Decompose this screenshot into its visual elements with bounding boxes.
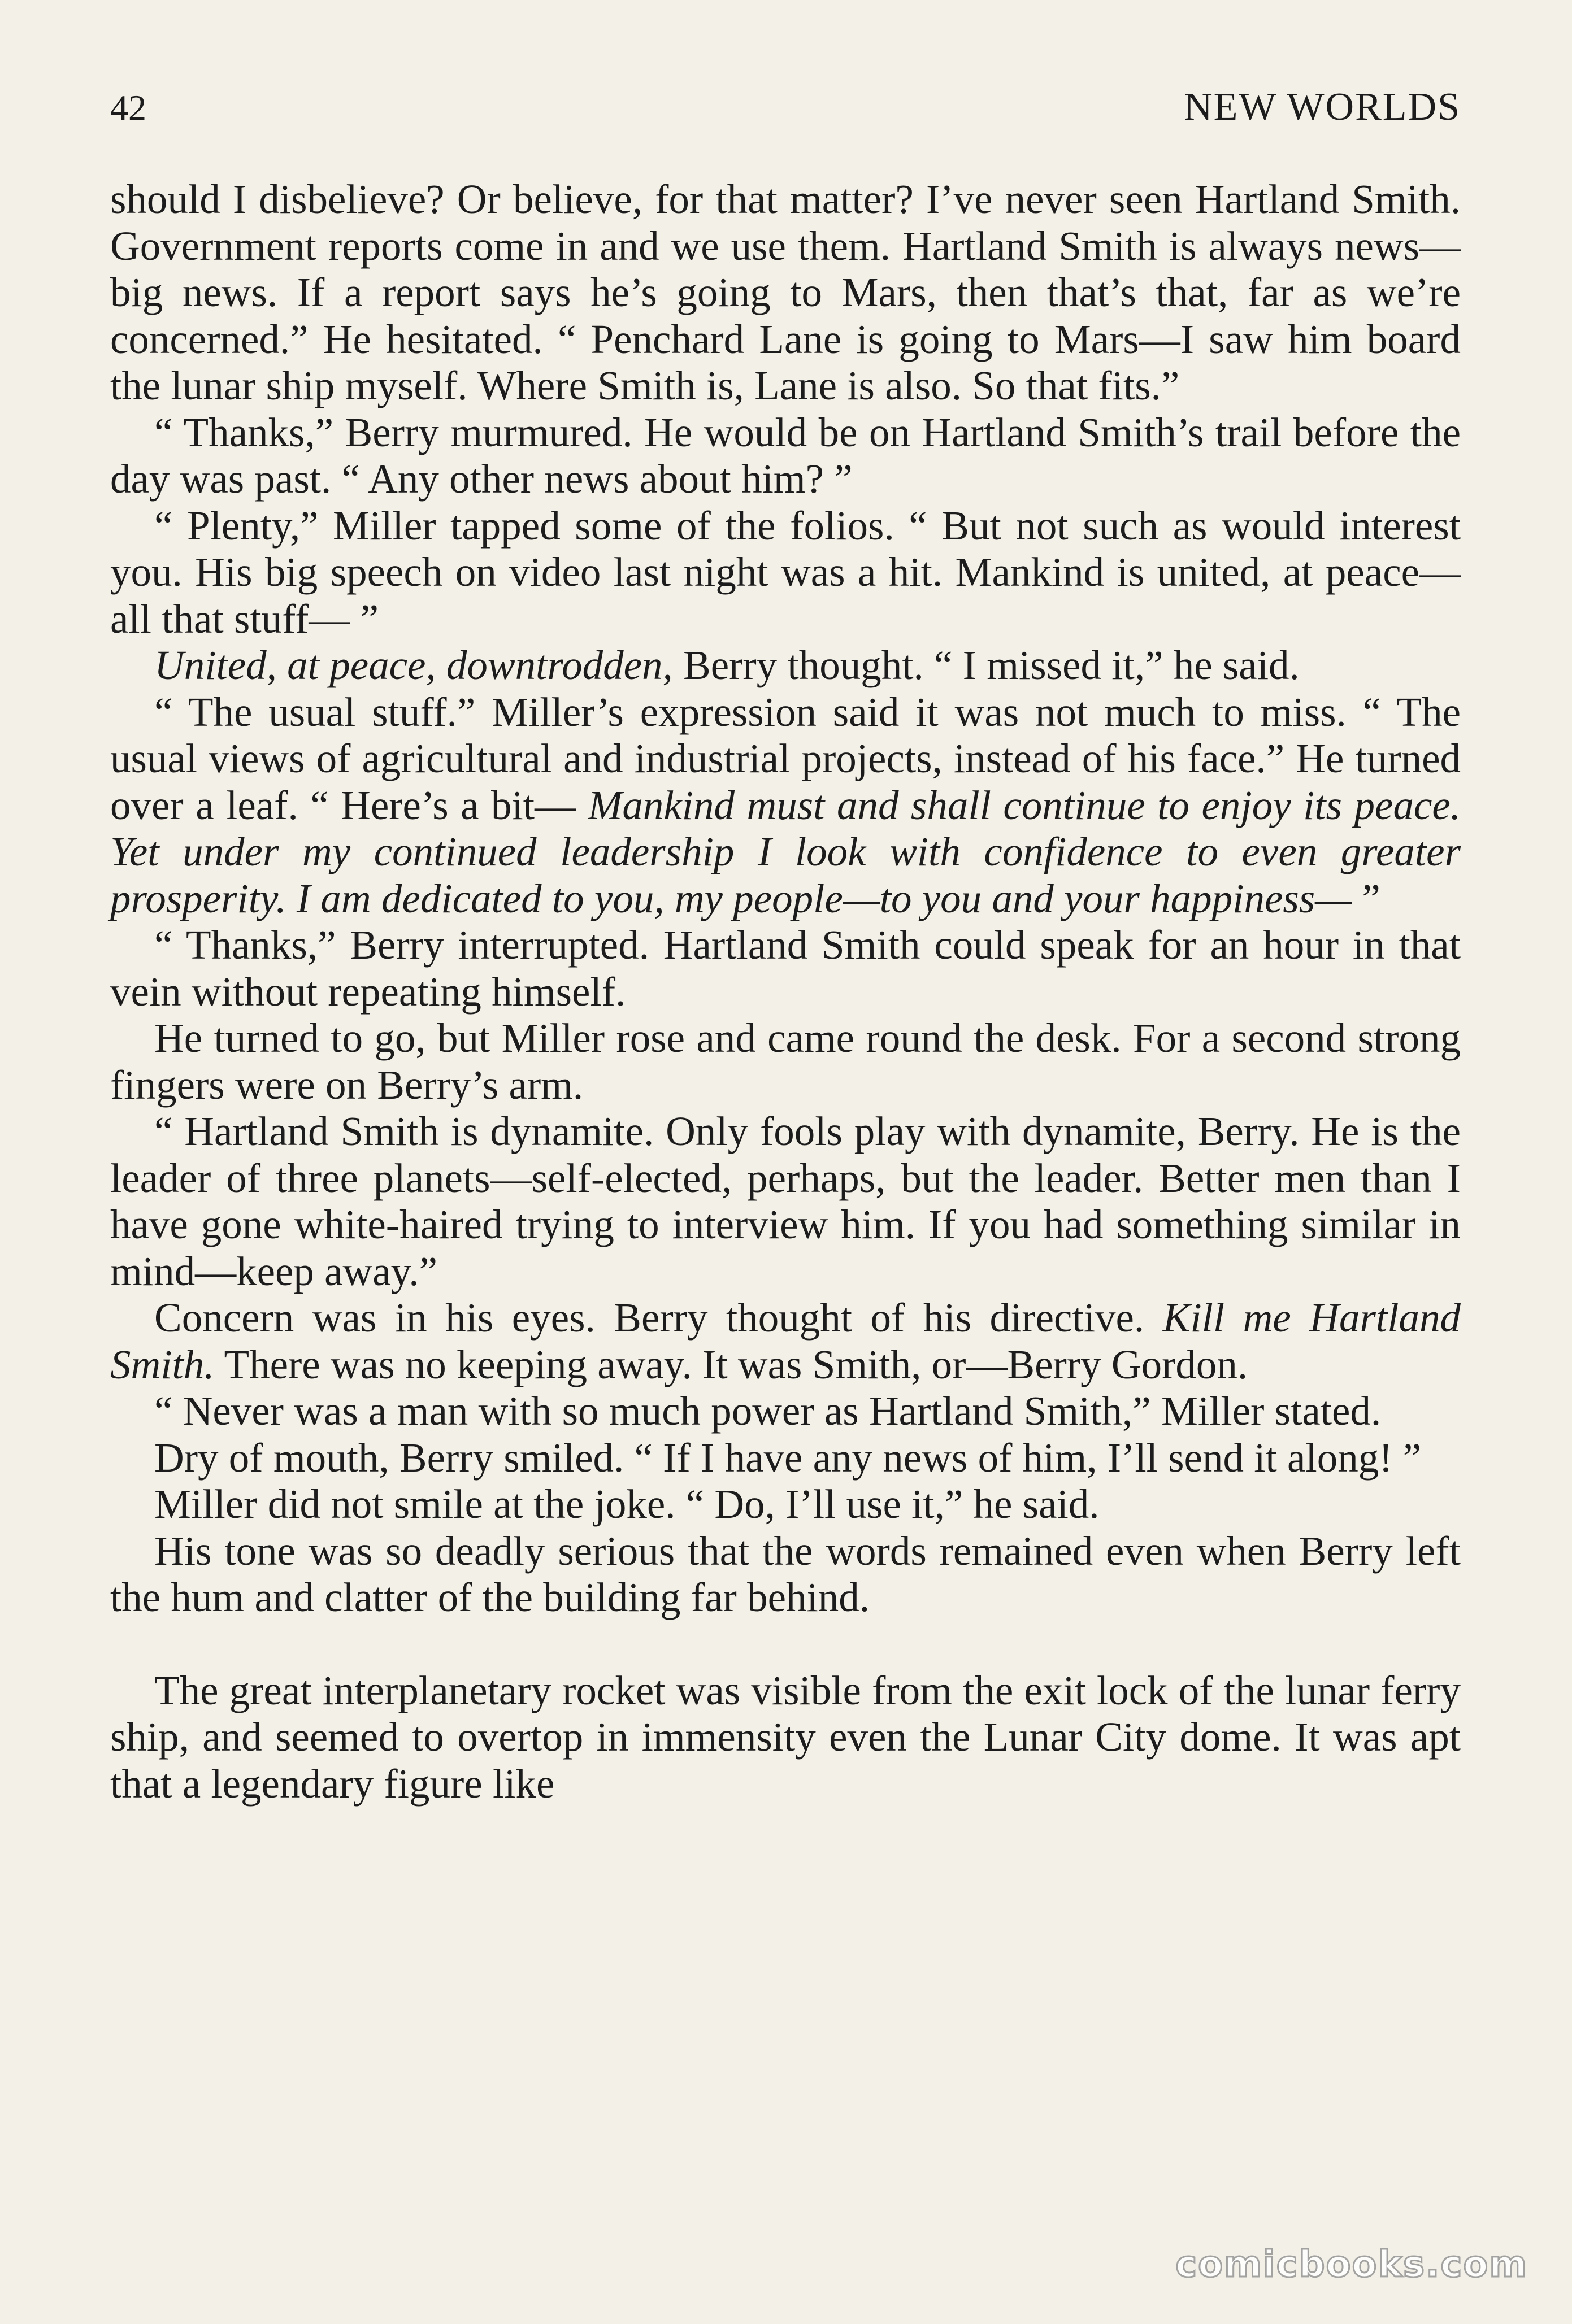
paragraph xyxy=(110,1435,1461,1482)
text-run: Concern was in his eyes. Berry thought of his directive. xyxy=(154,1295,1163,1341)
page-number: 42 xyxy=(110,88,146,128)
text-run: The great interplanetary rocket was visible from the exit lock of the lunar ferry ship, and seemed to overtop in immensity even the Lunar City dome. It was apt that a legendary figure like xyxy=(110,1667,1461,1807)
paragraph xyxy=(110,1295,1461,1388)
paragraph xyxy=(110,689,1461,922)
page-header xyxy=(110,85,1461,147)
text-run: Dry of mouth, Berry smiled. “ If I have any news of him, I’ll send it along! ” xyxy=(154,1434,1422,1481)
text-run: Miller did not smile at the joke. “ Do, I’ll use it,” he said. xyxy=(154,1481,1100,1527)
text-run: Berry thought. “ I missed it,” he said. xyxy=(672,642,1300,688)
text-run: He turned to go, but Miller rose and came round the desk. For a second strong fingers were on Berry’s arm. xyxy=(110,1015,1461,1108)
text-run: “ Never was a man with so much power as Hartland Smith,” Miller stated. xyxy=(154,1388,1382,1434)
body-text xyxy=(110,176,1461,1807)
paragraph xyxy=(110,176,1461,410)
paragraph xyxy=(110,1108,1461,1295)
page-content xyxy=(110,85,1461,1807)
paragraph xyxy=(110,1388,1461,1435)
paragraph xyxy=(110,642,1461,689)
text-run: “ Thanks,” Berry murmured. He would be on Hartland Smith’s trail before the day was past. “ Any other news about him? ” xyxy=(110,409,1461,502)
running-head: NEW WORLDS xyxy=(1184,85,1461,129)
text-run: “ Plenty,” Miller tapped some of the folios. “ But not such as would interest you. His big speech on video last night was a hit. Mankind is united, at peace—all that stuff— ” xyxy=(110,502,1461,642)
paragraph xyxy=(110,410,1461,503)
text-run: His tone was so deadly serious that the words remained even when Berry left the hum and clatter of the building far behind. xyxy=(110,1527,1461,1620)
italic-text-run: United, at peace, downtrodden, xyxy=(154,642,673,688)
text-run: ” xyxy=(1352,875,1380,921)
text-run: should I disbelieve? Or believe, for that matter? I’ve never seen Hartland Smith. Government reports come in and we use them. Hartland Smith is always news—big news. If a report says he’s going to Mars, then that’s that, far as we’re concerned.” He hesitated. “ Penchard Lane is going to Mars—I saw him board the lunar ship myself. Where Smith is, Lane is also. So that fits.” xyxy=(110,176,1461,408)
italic-text-run: Mankind must and shall continue to enjoy its peace. Yet under my continued leadership I look with confidence to even greater prosperity. I am dedicated to you, my people—to you and your happiness— xyxy=(110,782,1461,921)
watermark: comicbooks.com xyxy=(1175,2244,1528,2286)
paragraph xyxy=(110,1668,1461,1808)
text-run: “ The usual stuff.” Miller’s expression said it was not much to miss. “ The usual views of agricultural and industrial projects, instead of his face.” He turned over a leaf. “ Here’s a bit— xyxy=(110,689,1461,828)
paragraph xyxy=(110,503,1461,643)
paragraph xyxy=(110,1528,1461,1621)
italic-text-run: Kill me Hartland Smith. xyxy=(110,1295,1461,1387)
text-run: “ Hartland Smith is dynamite. Only fools play with dynamite, Berry. He is the leader of three planets—self-elected, perhaps, but the leader. Better men than I have gone white-haired trying to interview him. If you had something similar in mind—keep away.” xyxy=(110,1108,1461,1294)
text-run: There was no keeping away. It was Smith, or—Berry Gordon. xyxy=(214,1341,1248,1387)
paragraph xyxy=(110,1481,1461,1528)
paragraph xyxy=(110,922,1461,1015)
paragraph xyxy=(110,1015,1461,1108)
text-run: “ Thanks,” Berry interrupted. Hartland Smith could speak for an hour in that vein without repeating himself. xyxy=(110,922,1461,1015)
